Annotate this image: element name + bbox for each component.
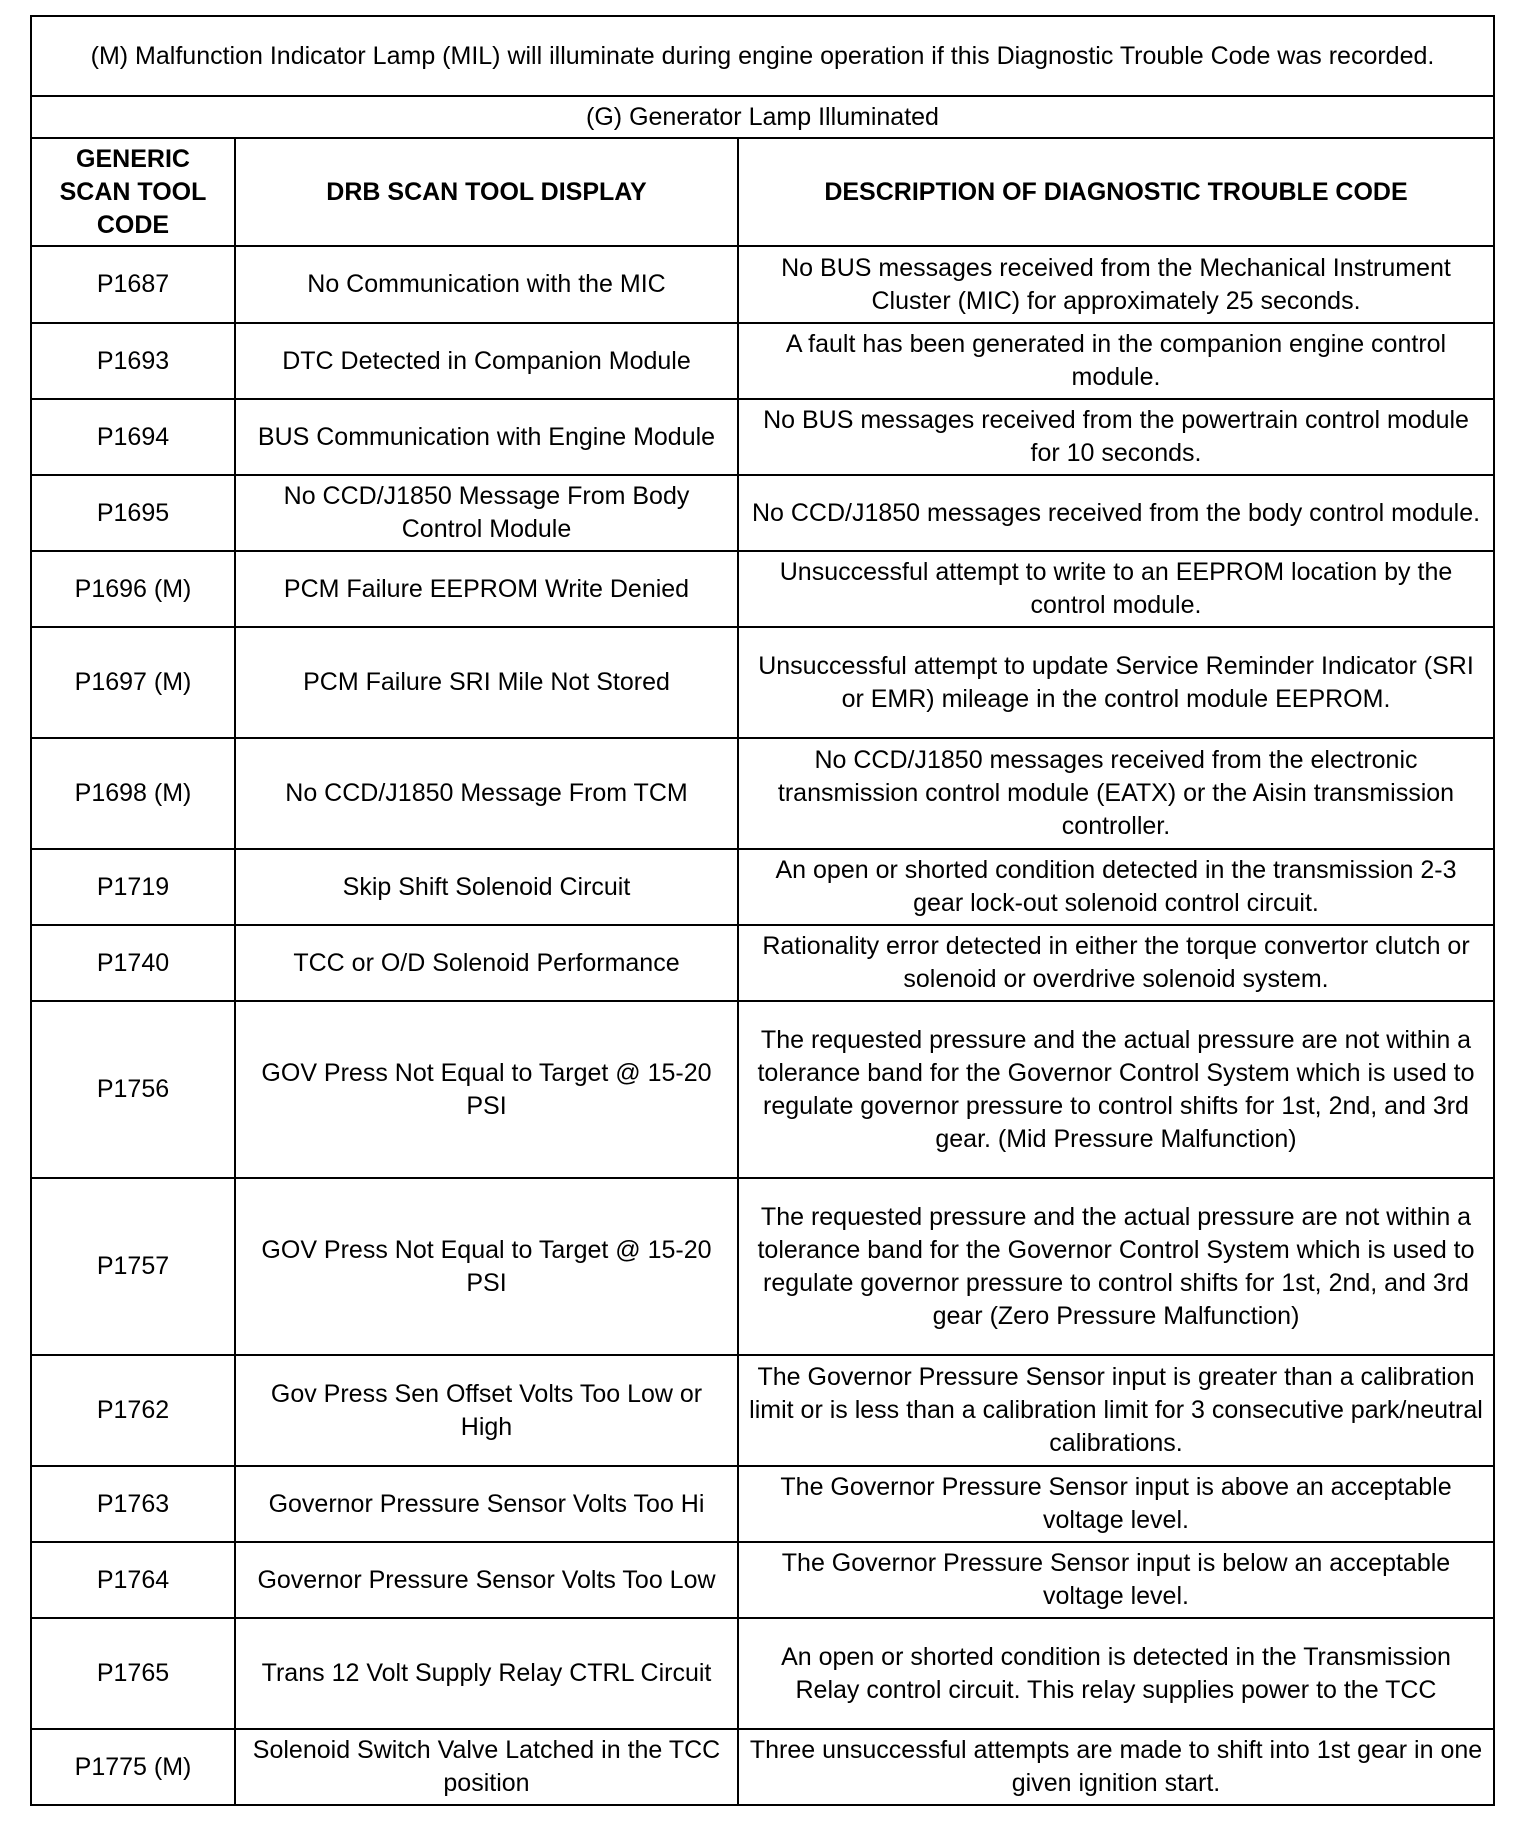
cell-description: No CCD/J1850 messages received from the electronic transmission control module (EATX) or the Aisin transmission controller. (738, 738, 1494, 849)
cell-code: P1697 (M) (31, 627, 235, 738)
cell-code: P1696 (M) (31, 551, 235, 627)
table-row (31, 1355, 1494, 1466)
mil-note-row (31, 16, 1494, 96)
cell-display: Trans 12 Volt Supply Relay CTRL Circuit (235, 1618, 738, 1729)
header-description: DESCRIPTION OF DIAGNOSTIC TROUBLE CODE (738, 138, 1494, 246)
cell-code: P1695 (31, 475, 235, 551)
cell-code: P1762 (31, 1355, 235, 1466)
cell-code: P1693 (31, 323, 235, 399)
generator-note: (G) Generator Lamp Illuminated (31, 96, 1494, 138)
cell-display: DTC Detected in Companion Module (235, 323, 738, 399)
cell-display: No Communication with the MIC (235, 246, 738, 323)
cell-display: No CCD/J1850 Message From Body Control Module (235, 475, 738, 551)
table-row (31, 551, 1494, 627)
cell-description: An open or shorted condition detected in the transmission 2-3 gear lock-out solenoid control circuit. (738, 849, 1494, 925)
table-row (31, 399, 1494, 475)
cell-description: No CCD/J1850 messages received from the body control module. (738, 475, 1494, 551)
cell-description: Unsuccessful attempt to update Service Reminder Indicator (SRI or EMR) mileage in the control module EEPROM. (738, 627, 1494, 738)
cell-display: Gov Press Sen Offset Volts Too Low or High (235, 1355, 738, 1466)
cell-description: A fault has been generated in the companion engine control module. (738, 323, 1494, 399)
cell-display: TCC or O/D Solenoid Performance (235, 925, 738, 1001)
header-code: GENERIC SCAN TOOL CODE (31, 138, 235, 246)
cell-code: P1740 (31, 925, 235, 1001)
cell-description: Three unsuccessful attempts are made to shift into 1st gear in one given ignition start. (738, 1729, 1494, 1805)
dtc-table-body (31, 16, 1494, 1805)
table-row (31, 1466, 1494, 1542)
cell-display: Solenoid Switch Valve Latched in the TCC position (235, 1729, 738, 1805)
generator-note-row (31, 96, 1494, 138)
cell-code: P1757 (31, 1178, 235, 1355)
cell-description: Unsuccessful attempt to write to an EEPROM location by the control module. (738, 551, 1494, 627)
cell-code: P1763 (31, 1466, 235, 1542)
cell-description: The Governor Pressure Sensor input is greater than a calibration limit or is less than a calibration limit for 3 consecutive park/neutral calibrations. (738, 1355, 1494, 1466)
table-row (31, 738, 1494, 849)
cell-description: The Governor Pressure Sensor input is above an acceptable voltage level. (738, 1466, 1494, 1542)
table-row (31, 849, 1494, 925)
cell-description: No BUS messages received from the Mechanical Instrument Cluster (MIC) for approximately 25 seconds. (738, 246, 1494, 323)
header-display: DRB SCAN TOOL DISPLAY (235, 138, 738, 246)
cell-display: Skip Shift Solenoid Circuit (235, 849, 738, 925)
cell-display: No CCD/J1850 Message From TCM (235, 738, 738, 849)
cell-code: P1698 (M) (31, 738, 235, 849)
table-row (31, 1001, 1494, 1178)
cell-code: P1764 (31, 1542, 235, 1618)
cell-description: No BUS messages received from the powertrain control module for 10 seconds. (738, 399, 1494, 475)
cell-code: P1775 (M) (31, 1729, 235, 1805)
table-row (31, 1729, 1494, 1805)
cell-description: An open or shorted condition is detected in the Transmission Relay control circuit. This relay supplies power to the TCC (738, 1618, 1494, 1729)
cell-display: PCM Failure SRI Mile Not Stored (235, 627, 738, 738)
table-row (31, 1178, 1494, 1355)
cell-display: Governor Pressure Sensor Volts Too Hi (235, 1466, 738, 1542)
cell-code: P1756 (31, 1001, 235, 1178)
cell-description: The requested pressure and the actual pressure are not within a tolerance band for the Governor Control System which is used to regulate governor pressure to control shifts for 1st, 2nd, and 3rd gear. (Mid Pressure Malfunction) (738, 1001, 1494, 1178)
cell-code: P1694 (31, 399, 235, 475)
cell-display: PCM Failure EEPROM Write Denied (235, 551, 738, 627)
cell-code: P1687 (31, 246, 235, 323)
cell-display: GOV Press Not Equal to Target @ 15-20 PSI (235, 1001, 738, 1178)
cell-code: P1719 (31, 849, 235, 925)
header-row (31, 138, 1494, 246)
cell-description: Rationality error detected in either the torque convertor clutch or solenoid or overdrive solenoid system. (738, 925, 1494, 1001)
cell-display: Governor Pressure Sensor Volts Too Low (235, 1542, 738, 1618)
table-row (31, 475, 1494, 551)
cell-display: BUS Communication with Engine Module (235, 399, 738, 475)
table-row (31, 246, 1494, 323)
mil-note: (M) Malfunction Indicator Lamp (MIL) will illuminate during engine operation if this Diagnostic Trouble Code was recorded. (31, 16, 1494, 96)
cell-description: The Governor Pressure Sensor input is below an acceptable voltage level. (738, 1542, 1494, 1618)
cell-code: P1765 (31, 1618, 235, 1729)
table-row (31, 1542, 1494, 1618)
table-row (31, 925, 1494, 1001)
dtc-table (30, 15, 1495, 1806)
table-row (31, 323, 1494, 399)
table-row (31, 627, 1494, 738)
cell-display: GOV Press Not Equal to Target @ 15-20 PSI (235, 1178, 738, 1355)
table-row (31, 1618, 1494, 1729)
cell-description: The requested pressure and the actual pressure are not within a tolerance band for the Governor Control System which is used to regulate governor pressure to control shifts for 1st, 2nd, and 3rd gear (Zero Pressure Malfunction) (738, 1178, 1494, 1355)
